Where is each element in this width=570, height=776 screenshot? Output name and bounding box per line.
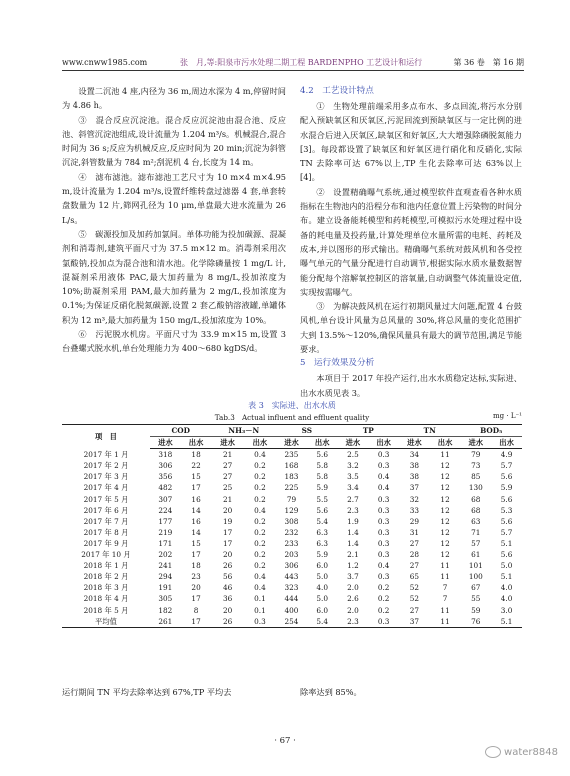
watermark — [485, 746, 558, 758]
table-cell: 219 — [158, 527, 173, 537]
row-label: 2017 年 9 月 — [83, 538, 129, 548]
paragraph: ⑥ 污泥脱水机房。平面尺寸为 33.9 m×15 m,设置 3 台叠螺式脱水机,单台处理能力为 400～680 kgDS/d。 — [62, 329, 286, 354]
row-label: 2017 年 2 月 — [83, 461, 129, 471]
table-cell: 233 — [284, 538, 299, 548]
table-row — [62, 538, 522, 549]
sub-header-influent: 进水 — [211, 437, 243, 449]
table-cell: 26 — [211, 616, 243, 628]
table-cell: 20 — [191, 583, 201, 593]
table-row — [62, 460, 522, 471]
page-number: · 67 · — [274, 736, 296, 746]
table-cell: 0.4 — [377, 483, 390, 493]
table-cell: 23 — [191, 572, 201, 582]
table-cell: 36 — [222, 594, 233, 604]
table-cell: 5.5 — [316, 494, 328, 504]
table-cell: 63 — [471, 516, 481, 526]
table-cell: 26 — [222, 561, 233, 571]
table-cell: 79 — [471, 450, 481, 460]
right-column — [300, 84, 522, 400]
table-cell: 0.3 — [377, 461, 390, 471]
table-cell: 68 — [471, 494, 481, 504]
table-cell: 5.6 — [500, 516, 513, 526]
paragraph: ② 设置精确曝气系统,通过模型软件直观查看各种水质指标在生物池内的沿程分布和池内任意位置上污染物的时间分布。建立设备能耗模型和药耗模型,可模拟污水处理过程中设备的耗电量及投药量,计算处理单位水量所需的电耗、药耗及成本,并以图形的形式输出。精确曝气系统对鼓风机和各受控曝气单元的气量分配进行自动调节,根据实际水质水量数据智能分配每个溶解氧控制区的溶氧量,自动调整气体流量设定值,实现按需曝气。 — [300, 186, 522, 297]
sub-header-influent: 进水 — [338, 437, 369, 449]
row-header: 项 目 — [62, 425, 150, 449]
table-cell: 11 — [440, 605, 450, 615]
table-cell: 20 — [222, 505, 233, 515]
table-cell: 18 — [191, 450, 201, 460]
paragraph: ① 生物处理前端采用多点布水、多点回流,将污水分别配入预缺氧区和厌氧区,污泥回流到预缺氧区与一定比例的进水混合后进入厌氧区,缺氧区和好氧区,大大增强除磷脱氮能力[3]。每段都设置了缺氧区和好氧区进行硝化和反硝化,实际 TN 去除率可达 67%以上,TP 生化去除率可达 63%以上[4]。 — [300, 101, 522, 183]
table-row — [62, 571, 522, 582]
table-cell: 12 — [440, 483, 450, 493]
table-cell: 18 — [191, 561, 201, 571]
table-row — [62, 560, 522, 571]
table-cell: 14 — [191, 527, 201, 537]
table-cell: 12 — [440, 516, 450, 526]
table-cell: 0.4 — [377, 561, 390, 571]
table-row — [62, 605, 522, 616]
sub-header-effluent: 出水 — [181, 437, 212, 449]
table-cell: 5.7 — [500, 527, 513, 537]
table-cell: 38 — [409, 472, 419, 482]
table-cell: 17 — [191, 483, 201, 493]
table-cell: 27 — [222, 461, 233, 471]
row-label: 2017 年 8 月 — [83, 527, 129, 537]
closing-left: 运行期间 TN 平均去除率达到 67%,TP 平均去 — [62, 687, 232, 697]
table-cell: 5.6 — [316, 505, 328, 515]
table-cell: 5.9 — [316, 550, 328, 560]
table-cell: 0.2 — [254, 516, 266, 526]
table-cell: 28 — [409, 550, 419, 560]
paragraph: 本项目于 2017 年投产运行,出水水质稳定达标,实际进、出水水质见表 3。 — [300, 373, 522, 398]
table-row — [62, 582, 522, 593]
table-cell: 0.2 — [254, 494, 266, 504]
table-cell: 482 — [158, 483, 173, 493]
table-cell: 294 — [158, 572, 173, 582]
table-cell: 38 — [409, 461, 419, 471]
table-cell: 34 — [409, 450, 419, 460]
table-cell: 0.2 — [254, 538, 266, 548]
table-cell: 101 — [468, 561, 483, 571]
table-cell: 85 — [471, 472, 481, 482]
table-cell: 224 — [158, 505, 173, 515]
table-cell: 0.2 — [254, 472, 266, 482]
table-cell: 21 — [222, 494, 233, 504]
table-cell: 27 — [409, 561, 419, 571]
table-cell: 20 — [222, 605, 233, 615]
table-row — [62, 593, 522, 604]
table-cell: 5.1 — [500, 572, 513, 582]
paragraph: ④ 滤布滤池。滤布滤池工艺尺寸为 10 m×4 m×4.95 m,设计流量为 1.204 m³/s,设置纤维转盘过滤器 4 套,单套转盘数量为 12 片,筛网孔径为 10 μm,单盘最大进水流量为 26 L/s。 — [62, 171, 286, 225]
table-cell: 3.5 — [347, 472, 359, 482]
table-cell: 76 — [460, 616, 491, 628]
table-cell: 55 — [471, 594, 481, 604]
table-cell: 2.3 — [338, 616, 369, 628]
table-cell: 59 — [471, 605, 481, 615]
table-cell: 2.3 — [347, 505, 359, 515]
table-cell: 79 — [286, 494, 297, 504]
sub-header-effluent: 出水 — [307, 437, 338, 449]
table-cell: 37 — [409, 483, 419, 493]
table-cell: 0.3 — [377, 516, 390, 526]
volume-issue: 第 36 卷 第 16 期 — [453, 58, 524, 67]
table-cell: 32 — [409, 494, 419, 504]
table-cell: 27 — [409, 538, 419, 548]
table-cell: 0.2 — [377, 583, 390, 593]
table-cell: 6.3 — [316, 527, 328, 537]
row-label: 2017 年 3 月 — [83, 472, 129, 482]
table-cell: 6.0 — [316, 561, 328, 571]
sub-header-influent: 进水 — [399, 437, 430, 449]
row-label: 2017 年 5 月 — [83, 494, 129, 504]
table-cell: 3.0 — [500, 605, 513, 615]
table-cell: 5.9 — [316, 483, 328, 493]
table-cell: 356 — [158, 472, 173, 482]
row-label: 2018 年 4 月 — [83, 594, 129, 604]
table-cell: 5.6 — [500, 494, 513, 504]
paragraph: ⑤ 碳源投加及加药加氯间。单体功能为投加碳源、混凝剂和消毒剂,建筑平面尺寸为 37.5 m×12 m。消毒剂采用次氯酸钠,投加点为混合池和清水池。化学除磷量按 1 mg/L 计,混凝剂采用液体 PAC,最大加药量为 8 mg/L,投加浓度为 10%;助凝剂采用 PAM,最大加药量为 2 mg/L,投加浓度为 0.1%;为保证反硝化脱氮碳源,设置 2 套乙酸钠溶液罐,单罐体积为 12 m³,最大加药量为 150 mg/L,投加浓度为 10%。 — [62, 228, 286, 325]
table-cell: 5.0 — [316, 594, 328, 604]
table-cell: 5.1 — [500, 538, 513, 548]
table-cell: 2.7 — [347, 494, 359, 504]
table-cell: 12 — [440, 550, 450, 560]
table-cell: 0.4 — [254, 450, 266, 460]
table-cell: 0.2 — [254, 550, 266, 560]
table-cell: 17 — [181, 616, 212, 628]
table-cell: 5.4 — [316, 516, 328, 526]
table-cell: 12 — [440, 472, 450, 482]
watermark-text: water8848 — [504, 746, 558, 758]
table-cell: 202 — [158, 550, 173, 560]
table-cell: 171 — [158, 538, 173, 548]
table-cell: 29 — [409, 516, 419, 526]
table-cell: 182 — [158, 605, 173, 615]
row-label: 2018 年 3 月 — [83, 583, 129, 593]
table-cell: 1.4 — [347, 538, 359, 548]
table-cell: 8 — [193, 605, 199, 615]
paragraph: ③ 混合反应沉淀池。混合反应沉淀池由混合池、反应池、斜管沉淀池组成,设计流量为 1.204 m³/s。机械混合,混合时间为 36 s;反应为机械反应,反应时间为 20 min;沉淀为斜管沉淀,斜管数量为 784 m²;刮泥机 4 台,长度为 14 m。 — [62, 114, 286, 168]
table-row — [62, 471, 522, 482]
table-cell: 17 — [222, 538, 233, 548]
row-label: 2017 年 10 月 — [81, 550, 131, 560]
table-cell: 308 — [284, 516, 299, 526]
table-cell: 0.3 — [377, 527, 390, 537]
table-cell: 16 — [191, 494, 201, 504]
table-cell: 0.3 — [377, 505, 390, 515]
table-cell: 17 — [191, 594, 201, 604]
table-cell: 2.1 — [347, 550, 359, 560]
row-label: 2017 年 1 月 — [83, 449, 129, 459]
table-cell: 1.9 — [347, 516, 359, 526]
table-cell: 5.6 — [500, 472, 513, 482]
table-cell: 0.3 — [377, 572, 390, 582]
table-cell: 307 — [158, 494, 173, 504]
sub-header-effluent: 出水 — [491, 437, 522, 449]
table-cell: 20 — [222, 550, 233, 560]
table-cell: 0.4 — [254, 583, 266, 593]
table-caption: 表 3 实际进、出水水质 — [248, 401, 336, 410]
table-cell: 31 — [409, 527, 419, 537]
table-cell: 2.0 — [347, 605, 359, 615]
table-cell: 129 — [284, 505, 299, 515]
table-cell: 0.2 — [377, 594, 390, 604]
column-group: NH₃－N — [211, 425, 276, 437]
column-group: SS — [276, 425, 337, 437]
table-cell: 203 — [284, 550, 299, 560]
table-cell: 52 — [409, 594, 419, 604]
table-cell: 0.2 — [254, 527, 266, 537]
table-cell: 0.4 — [377, 472, 390, 482]
table-cell: 17 — [191, 550, 201, 560]
table-cell: 27 — [409, 605, 419, 615]
table-cell: 5.0 — [500, 561, 513, 571]
table-cell: 168 — [284, 461, 299, 471]
table-row — [62, 549, 522, 560]
table-cell: 11 — [440, 561, 450, 571]
left-column — [62, 84, 286, 356]
table-cell: 4.0 — [500, 594, 513, 604]
table-cell: 0.2 — [254, 461, 266, 471]
table-cell: 183 — [284, 472, 299, 482]
table-cell: 0.4 — [254, 572, 266, 582]
table-cell: 306 — [158, 461, 173, 471]
table-cell: 27 — [222, 472, 233, 482]
table-cell: 15 — [191, 472, 201, 482]
table-cell: 0.3 — [377, 494, 390, 504]
table-cell: 6.0 — [316, 605, 328, 615]
sub-header-influent: 进水 — [460, 437, 491, 449]
table-cell: 235 — [284, 450, 299, 460]
table-cell: 17 — [222, 527, 233, 537]
row-label: 2017 年 4 月 — [83, 483, 129, 493]
table-cell: 11 — [440, 572, 450, 582]
table-cell: 16 — [191, 516, 201, 526]
sub-header-effluent: 出水 — [430, 437, 461, 449]
table-cell: 21 — [222, 450, 233, 460]
paragraph: 设置二沉池 4 座,内径为 36 m,周边水深为 4 m,停留时间为 4.86 h。 — [62, 86, 286, 111]
table-cell: 11 — [440, 450, 450, 460]
row-label: 2018 年 1 月 — [83, 561, 129, 571]
table-cell: 254 — [276, 616, 307, 628]
table-cell: 0.3 — [377, 450, 390, 460]
row-label: 2018 年 5 月 — [83, 605, 129, 615]
table-caption-en: Tab.3 Actual influent and effluent quality — [214, 413, 370, 422]
journal-website: www.cnww1985.com — [62, 58, 148, 67]
table-cell: 5.0 — [316, 572, 328, 582]
table-row — [62, 494, 522, 505]
column-group: TN — [399, 425, 460, 437]
table-cell: 5.1 — [491, 616, 522, 628]
table-cell: 0.3 — [377, 550, 390, 560]
sub-header-influent: 进水 — [276, 437, 307, 449]
table-cell: 7 — [442, 594, 448, 604]
table-cell: 232 — [284, 527, 299, 537]
table-row — [62, 505, 522, 516]
table-cell: 2.0 — [347, 583, 359, 593]
table-cell: 0.3 — [377, 538, 390, 548]
table-cell: 444 — [284, 594, 299, 604]
table-row — [62, 516, 522, 527]
table-cell: 5.8 — [316, 461, 328, 471]
table-cell: 52 — [409, 583, 419, 593]
table-cell: 0.3 — [368, 616, 399, 628]
article-running-title: 张 月,等:阳泉市污水处理二期工程 BARDENPHO 工艺设计和运行 — [180, 58, 423, 67]
table-cell: 19 — [222, 516, 233, 526]
table-cell: 0.2 — [254, 561, 266, 571]
table-row — [62, 616, 522, 628]
table-cell: 67 — [471, 583, 481, 593]
table-cell: 225 — [284, 483, 299, 493]
table-cell: 5.9 — [500, 483, 513, 493]
table-cell: 11 — [430, 616, 461, 628]
table-cell: 71 — [471, 527, 481, 537]
table-cell: 7 — [442, 583, 448, 593]
table-cell: 12 — [440, 461, 450, 471]
table-cell: 130 — [468, 483, 483, 493]
table-cell: 3.4 — [347, 483, 359, 493]
table-cell: 15 — [191, 538, 201, 548]
table-cell: 261 — [150, 616, 181, 628]
table-cell: 5.3 — [500, 505, 513, 515]
table-cell: 306 — [284, 561, 299, 571]
table-cell: 0.3 — [244, 616, 276, 628]
row-label: 2017 年 7 月 — [83, 516, 129, 526]
table-cell: 4.0 — [500, 583, 513, 593]
table-cell: 25 — [222, 483, 233, 493]
table-cell: 22 — [191, 461, 201, 471]
table-cell: 100 — [468, 572, 483, 582]
table-body — [62, 449, 522, 628]
table-cell: 56 — [222, 572, 233, 582]
table-cell: 12 — [440, 494, 450, 504]
table-cell: 68 — [471, 505, 481, 515]
table-cell: 73 — [471, 461, 481, 471]
table-cell: 5.4 — [307, 616, 338, 628]
table-cell: 61 — [471, 550, 481, 560]
table-cell: 1.2 — [347, 561, 359, 571]
table-cell: 3.7 — [347, 572, 359, 582]
table-cell: 57 — [471, 538, 481, 548]
table-cell: 0.2 — [377, 605, 390, 615]
table-cell: 33 — [409, 505, 419, 515]
section-heading-5: 5 运行效果及分析 — [300, 358, 375, 369]
table-cell: 241 — [158, 561, 173, 571]
table-cell: 1.4 — [347, 527, 359, 537]
table-cell: 46 — [222, 583, 233, 593]
table-cell: 14 — [191, 505, 201, 515]
table-cell: 323 — [284, 583, 299, 593]
table-row — [62, 482, 522, 493]
table-unit: mg · L⁻¹ — [493, 412, 522, 420]
table-cell: 0.2 — [254, 483, 266, 493]
column-group: TP — [338, 425, 399, 437]
table-cell: 305 — [158, 594, 173, 604]
table-cell: 400 — [284, 605, 299, 615]
table-cell: 4.9 — [500, 450, 513, 460]
wechat-icon — [485, 746, 501, 758]
column-group: COD — [150, 425, 211, 437]
table-3 — [62, 400, 522, 628]
quality-table — [62, 424, 522, 628]
table-cell: 5.6 — [316, 450, 328, 460]
table-cell: 12 — [440, 527, 450, 537]
table-cell: 5.7 — [500, 461, 513, 471]
table-cell: 5.8 — [316, 472, 328, 482]
sub-header-effluent: 出水 — [244, 437, 276, 449]
table-cell: 318 — [158, 450, 173, 460]
running-header — [62, 56, 524, 71]
table-cell: 65 — [409, 572, 419, 582]
row-label: 平均值 — [62, 616, 150, 628]
column-group: BOD₅ — [460, 425, 522, 437]
table-row — [62, 449, 522, 461]
table-cell: 37 — [399, 616, 430, 628]
table-cell: 191 — [158, 583, 173, 593]
table-cell: 3.2 — [347, 461, 359, 471]
table-cell: 2.6 — [347, 594, 359, 604]
table-cell: 6.3 — [316, 538, 328, 548]
table-cell: 443 — [284, 572, 299, 582]
table-cell: 0.1 — [254, 594, 266, 604]
table-cell: 5.6 — [500, 550, 513, 560]
paragraph: ③ 为解决鼓风机在运行初期风量过大问题,配置 4 台鼓风机,单台设计风量为总风量的 30%,将总风量的变化范围扩大到 13.5%～120%,确保风量具有最大的调节范围,满足节能要求。 — [300, 301, 522, 355]
sub-header-influent: 进水 — [150, 437, 181, 449]
row-label: 2017 年 6 月 — [83, 505, 129, 515]
closing-right: 除率达到 85%。 — [300, 687, 362, 697]
table-row — [62, 527, 522, 538]
table-cell: 177 — [158, 516, 173, 526]
table-cell: 2.5 — [347, 450, 359, 460]
row-label: 2018 年 2 月 — [83, 572, 129, 582]
table-cell: 12 — [440, 505, 450, 515]
table-cell: 4.0 — [316, 583, 328, 593]
table-cell: 12 — [440, 538, 450, 548]
sub-header-effluent: 出水 — [368, 437, 399, 449]
table-cell: 0.1 — [254, 605, 266, 615]
table-cell: 0.4 — [254, 505, 266, 515]
section-heading-4-2: 4.2 工艺设计特点 — [300, 86, 374, 96]
